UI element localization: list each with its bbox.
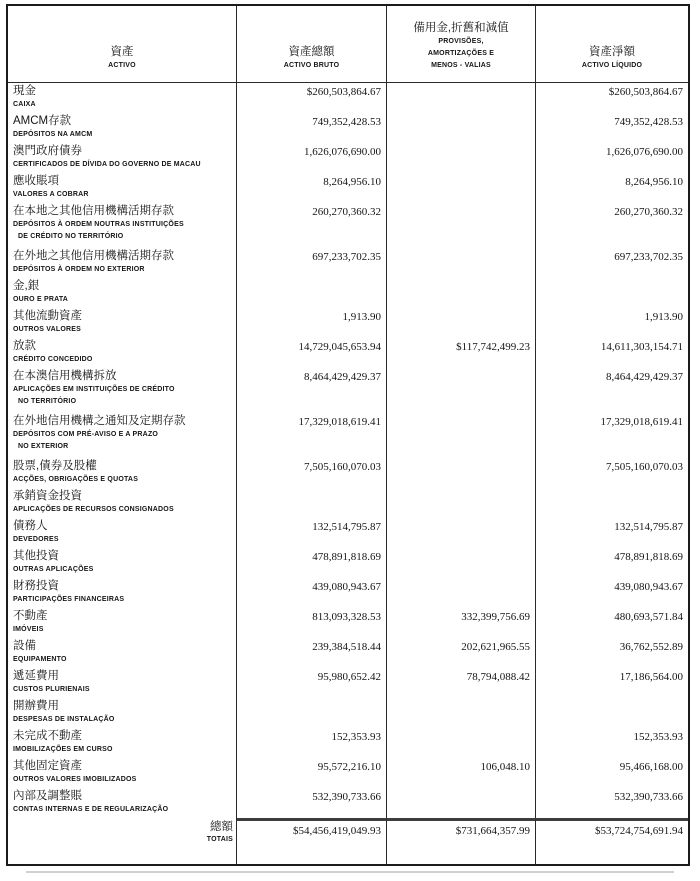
- row-label: [8, 308, 237, 338]
- balance-sheet-assets-table: [6, 4, 690, 866]
- row-label-pt: OUTROS VALORES IMOBILIZADOS: [13, 776, 137, 783]
- cell-gross: 478,891,818.69: [237, 548, 387, 578]
- row-label-pt: NO EXTERIOR: [18, 442, 69, 450]
- table-row: [8, 278, 688, 308]
- cell-gross: $260,503,864.67: [237, 83, 387, 113]
- row-label-pt: APLICAÇÕES EM INSTITUIÇÕES DE CRÉDITO: [13, 386, 175, 393]
- cell-provisions: 332,399,756.69: [387, 608, 536, 638]
- row-label-pt: VALORES A COBRAR: [13, 191, 89, 198]
- row-label-zh: AMCM存款: [13, 115, 72, 127]
- table-row: [8, 338, 688, 368]
- table-row: [8, 368, 688, 413]
- header-assets-pt: ACTIVO: [108, 62, 136, 69]
- table-row: [8, 728, 688, 758]
- cell-provisions: 106,048.10: [387, 758, 536, 788]
- cell-net: 95,466,168.00: [619, 761, 683, 773]
- cell-net: 697,233,702.35: [614, 251, 683, 263]
- table-row: [8, 248, 688, 278]
- header-gross-zh: 資產總額: [288, 46, 335, 58]
- table-row: [8, 413, 688, 458]
- table-row: [8, 698, 688, 728]
- header-cell-net: [536, 6, 688, 82]
- cell-gross: 260,270,360.32: [237, 203, 387, 248]
- cell-provisions: [387, 488, 536, 518]
- table-row: [8, 638, 688, 668]
- cell-gross: 1,913.90: [237, 308, 387, 338]
- row-label-pt: DEPÓSITOS NA AMCM: [13, 131, 93, 138]
- cell-net: [536, 698, 688, 728]
- cell-gross: 14,729,045,653.94: [237, 338, 387, 368]
- row-label-pt: OUTRAS APLICAÇÕES: [13, 566, 94, 573]
- row-label: [8, 368, 237, 413]
- header-provisions-pt-line: AMORTIZAÇÕES E: [427, 50, 495, 57]
- row-label-zh: 內部及調整賬: [13, 790, 82, 802]
- totals-provisions-value: $731,664,357.99: [387, 818, 536, 864]
- row-label-zh: 金,銀: [13, 280, 40, 292]
- row-label-pt: DEVEDORES: [13, 536, 59, 543]
- row-label: [8, 413, 237, 458]
- cell-net: 14,611,303,154.71: [600, 341, 683, 353]
- cell-net: $260,503,864.67: [608, 86, 683, 98]
- table-row: [8, 113, 688, 143]
- row-label-zh: 澳門政府債券: [13, 145, 82, 157]
- cell-net: 7,505,160,070.03: [606, 461, 683, 473]
- totals-label: [8, 818, 237, 864]
- header-assets-zh: 資產: [110, 46, 134, 58]
- row-label-zh: 在外地信用機構之通知及定期存款: [13, 415, 186, 427]
- row-label: [8, 518, 237, 548]
- row-label-pt: APLICAÇÕES DE RECURSOS CONSIGNADOS: [13, 506, 174, 513]
- cell-gross: [237, 488, 387, 518]
- row-label-pt: IMOBILIZAÇÕES EM CURSO: [13, 746, 113, 753]
- row-label: [8, 203, 237, 248]
- cell-gross: [237, 698, 387, 728]
- row-label-pt: ACÇÕES, OBRIGAÇÕES E QUOTAS: [13, 476, 139, 483]
- cell-gross: 8,264,956.10: [237, 173, 387, 203]
- table-row: [8, 548, 688, 578]
- scan-shadow-artifact: [26, 871, 674, 873]
- totals-row: [8, 818, 688, 864]
- cell-net: 17,329,018,619.41: [600, 416, 683, 428]
- cell-provisions: 78,794,088.42: [387, 668, 536, 698]
- row-label: [8, 458, 237, 488]
- row-label-pt: CERTIFICADOS DE DÍVIDA DO GOVERNO DE MACAU: [13, 161, 201, 168]
- table-row: [8, 518, 688, 548]
- totals-net-value: $53,724,754,691.94: [536, 818, 688, 864]
- cell-net: 439,080,943.67: [614, 581, 683, 593]
- cell-provisions: [387, 248, 536, 278]
- row-label-pt: DEPÓSITOS À ORDEM NOUTRAS INSTITUIÇÕES: [13, 221, 184, 228]
- row-label-zh: 在本澳信用機構拆放: [13, 370, 117, 382]
- row-label-zh: 在本地之其他信用機構活期存款: [13, 205, 174, 217]
- table-row: [8, 308, 688, 338]
- header-row: [8, 6, 688, 83]
- row-label-pt: OURO E PRATA: [13, 296, 69, 303]
- header-provisions-zh: 備用金,折舊和減值: [413, 22, 509, 34]
- cell-gross: 95,572,216.10: [237, 758, 387, 788]
- row-label: [8, 698, 237, 728]
- row-label-zh: 其他投資: [13, 550, 59, 562]
- cell-gross: 749,352,428.53: [237, 113, 387, 143]
- row-label: [8, 758, 237, 788]
- cell-gross: 132,514,795.87: [237, 518, 387, 548]
- row-label-zh: 股票,債券及股權: [13, 460, 97, 472]
- row-label-zh: 其他流動資產: [13, 310, 82, 322]
- row-label-zh: 財務投資: [13, 580, 59, 592]
- row-label-pt: CRÉDITO CONCEDIDO: [13, 356, 93, 363]
- row-label-pt: PARTICIPAÇÕES FINANCEIRAS: [13, 596, 125, 603]
- cell-net: 8,464,429,429.37: [606, 371, 683, 383]
- cell-gross: 95,980,652.42: [237, 668, 387, 698]
- row-label: [8, 638, 237, 668]
- cell-gross: 17,329,018,619.41: [237, 413, 387, 458]
- row-label-zh: 承銷資金投資: [13, 490, 82, 502]
- row-label-zh: 遞延費用: [13, 670, 59, 682]
- cell-gross: 239,384,518.44: [237, 638, 387, 668]
- cell-provisions: [387, 698, 536, 728]
- row-label: [8, 173, 237, 203]
- row-label-zh: 應收賬項: [13, 175, 59, 187]
- row-label-pt: CUSTOS PLURIENAIS: [13, 686, 90, 693]
- row-label: [8, 788, 237, 818]
- cell-gross: 532,390,733.66: [237, 788, 387, 818]
- cell-provisions: [387, 458, 536, 488]
- table-row: [8, 488, 688, 518]
- row-label: [8, 578, 237, 608]
- cell-provisions: [387, 728, 536, 758]
- row-label-zh: 開辦費用: [13, 700, 59, 712]
- table-row: [8, 173, 688, 203]
- header-provisions-pt-line: PROVISÕES,: [438, 38, 484, 45]
- cell-net: 478,891,818.69: [614, 551, 683, 563]
- row-label: [8, 338, 237, 368]
- cell-gross: 7,505,160,070.03: [237, 458, 387, 488]
- cell-gross: [237, 278, 387, 308]
- row-label: [8, 728, 237, 758]
- row-label-zh: 現金: [13, 85, 36, 97]
- row-label: [8, 248, 237, 278]
- row-label: [8, 83, 237, 113]
- cell-provisions: $117,742,499.23: [387, 338, 536, 368]
- cell-net: 1,626,076,690.00: [606, 146, 683, 158]
- cell-net: 749,352,428.53: [614, 116, 683, 128]
- header-cell-assets: [8, 6, 237, 82]
- cell-gross: 1,626,076,690.00: [237, 143, 387, 173]
- row-label: [8, 548, 237, 578]
- cell-net: 480,693,571.84: [614, 611, 683, 623]
- header-gross-pt: ACTIVO BRUTO: [283, 62, 340, 69]
- table-row: [8, 203, 688, 248]
- row-label-zh: 放款: [13, 340, 36, 352]
- cell-provisions: [387, 548, 536, 578]
- row-label-pt: DEPÓSITOS À ORDEM NO EXTERIOR: [13, 266, 145, 273]
- header-net-pt: ACTIVO LÍQUIDO: [581, 62, 643, 69]
- table-row: [8, 578, 688, 608]
- header-net-zh: 資產淨額: [589, 46, 635, 58]
- row-label-pt: IMÓVEIS: [13, 626, 44, 633]
- totals-label-pt: TOTAIS: [206, 836, 233, 843]
- row-label-pt: DEPÓSITOS COM PRÉ-AVISO E A PRAZO: [13, 431, 159, 438]
- cell-provisions: [387, 203, 536, 248]
- row-label-pt: DESPESAS DE INSTALAÇÃO: [13, 716, 115, 723]
- cell-provisions: [387, 308, 536, 338]
- cell-gross: 697,233,702.35: [237, 248, 387, 278]
- row-label-pt: EQUIPAMENTO: [13, 656, 67, 663]
- cell-provisions: [387, 578, 536, 608]
- cell-gross: 813,093,328.53: [237, 608, 387, 638]
- totals-label-zh: 總額: [210, 821, 233, 833]
- table-row: [8, 758, 688, 788]
- header-cell-provisions: [387, 6, 536, 82]
- cell-net: 152,353.93: [633, 731, 683, 743]
- cell-net: 17,186,564.00: [619, 671, 683, 683]
- row-label-zh: 債務人: [13, 520, 48, 532]
- cell-net: 260,270,360.32: [614, 206, 683, 218]
- header-provisions-pt-line: MENOS - VALIAS: [431, 62, 491, 69]
- row-label-zh: 其他固定資產: [13, 760, 82, 772]
- cell-net: [536, 488, 688, 518]
- cell-net: 1,913.90: [644, 311, 683, 323]
- cell-gross: 439,080,943.67: [237, 578, 387, 608]
- row-label: [8, 278, 237, 308]
- cell-provisions: [387, 113, 536, 143]
- cell-provisions: [387, 173, 536, 203]
- cell-provisions: [387, 278, 536, 308]
- row-label-zh: 在外地之其他信用機構活期存款: [13, 250, 174, 262]
- table-row: [8, 608, 688, 638]
- row-label: [8, 608, 237, 638]
- cell-net: 532,390,733.66: [614, 791, 683, 803]
- row-label-pt: DE CRÉDITO NO TERRITÓRIO: [18, 232, 124, 240]
- header-cell-gross: [237, 6, 387, 82]
- table-row: [8, 458, 688, 488]
- table-row: [8, 668, 688, 698]
- cell-net: 132,514,795.87: [614, 521, 683, 533]
- row-label: [8, 668, 237, 698]
- row-label: [8, 488, 237, 518]
- table-row: [8, 788, 688, 818]
- cell-provisions: [387, 788, 536, 818]
- row-label-pt: CAIXA: [13, 101, 36, 108]
- totals-gross-value: $54,456,419,049.93: [237, 818, 387, 864]
- table-row: [8, 83, 688, 113]
- table-row: [8, 143, 688, 173]
- row-label: [8, 113, 237, 143]
- cell-gross: 8,464,429,429.37: [237, 368, 387, 413]
- row-label: [8, 143, 237, 173]
- cell-net: 8,264,956.10: [625, 176, 683, 188]
- row-label-zh: 設備: [13, 640, 36, 652]
- cell-gross: 152,353.93: [237, 728, 387, 758]
- cell-provisions: [387, 143, 536, 173]
- cell-provisions: [387, 518, 536, 548]
- cell-provisions: 202,621,965.55: [387, 638, 536, 668]
- cell-net: 36,762,552.89: [619, 641, 683, 653]
- row-label-zh: 不動產: [13, 610, 48, 622]
- cell-provisions: [387, 83, 536, 113]
- row-label-pt: OUTROS VALORES: [13, 326, 82, 333]
- cell-net: [536, 278, 688, 308]
- table-body: [8, 83, 688, 818]
- cell-provisions: [387, 368, 536, 413]
- row-label-pt: CONTAS INTERNAS E DE REGULARIZAÇÃO: [13, 806, 169, 813]
- cell-provisions: [387, 413, 536, 458]
- row-label-pt: NO TERRITÓRIO: [18, 397, 77, 405]
- row-label-zh: 未完成不動產: [13, 730, 82, 742]
